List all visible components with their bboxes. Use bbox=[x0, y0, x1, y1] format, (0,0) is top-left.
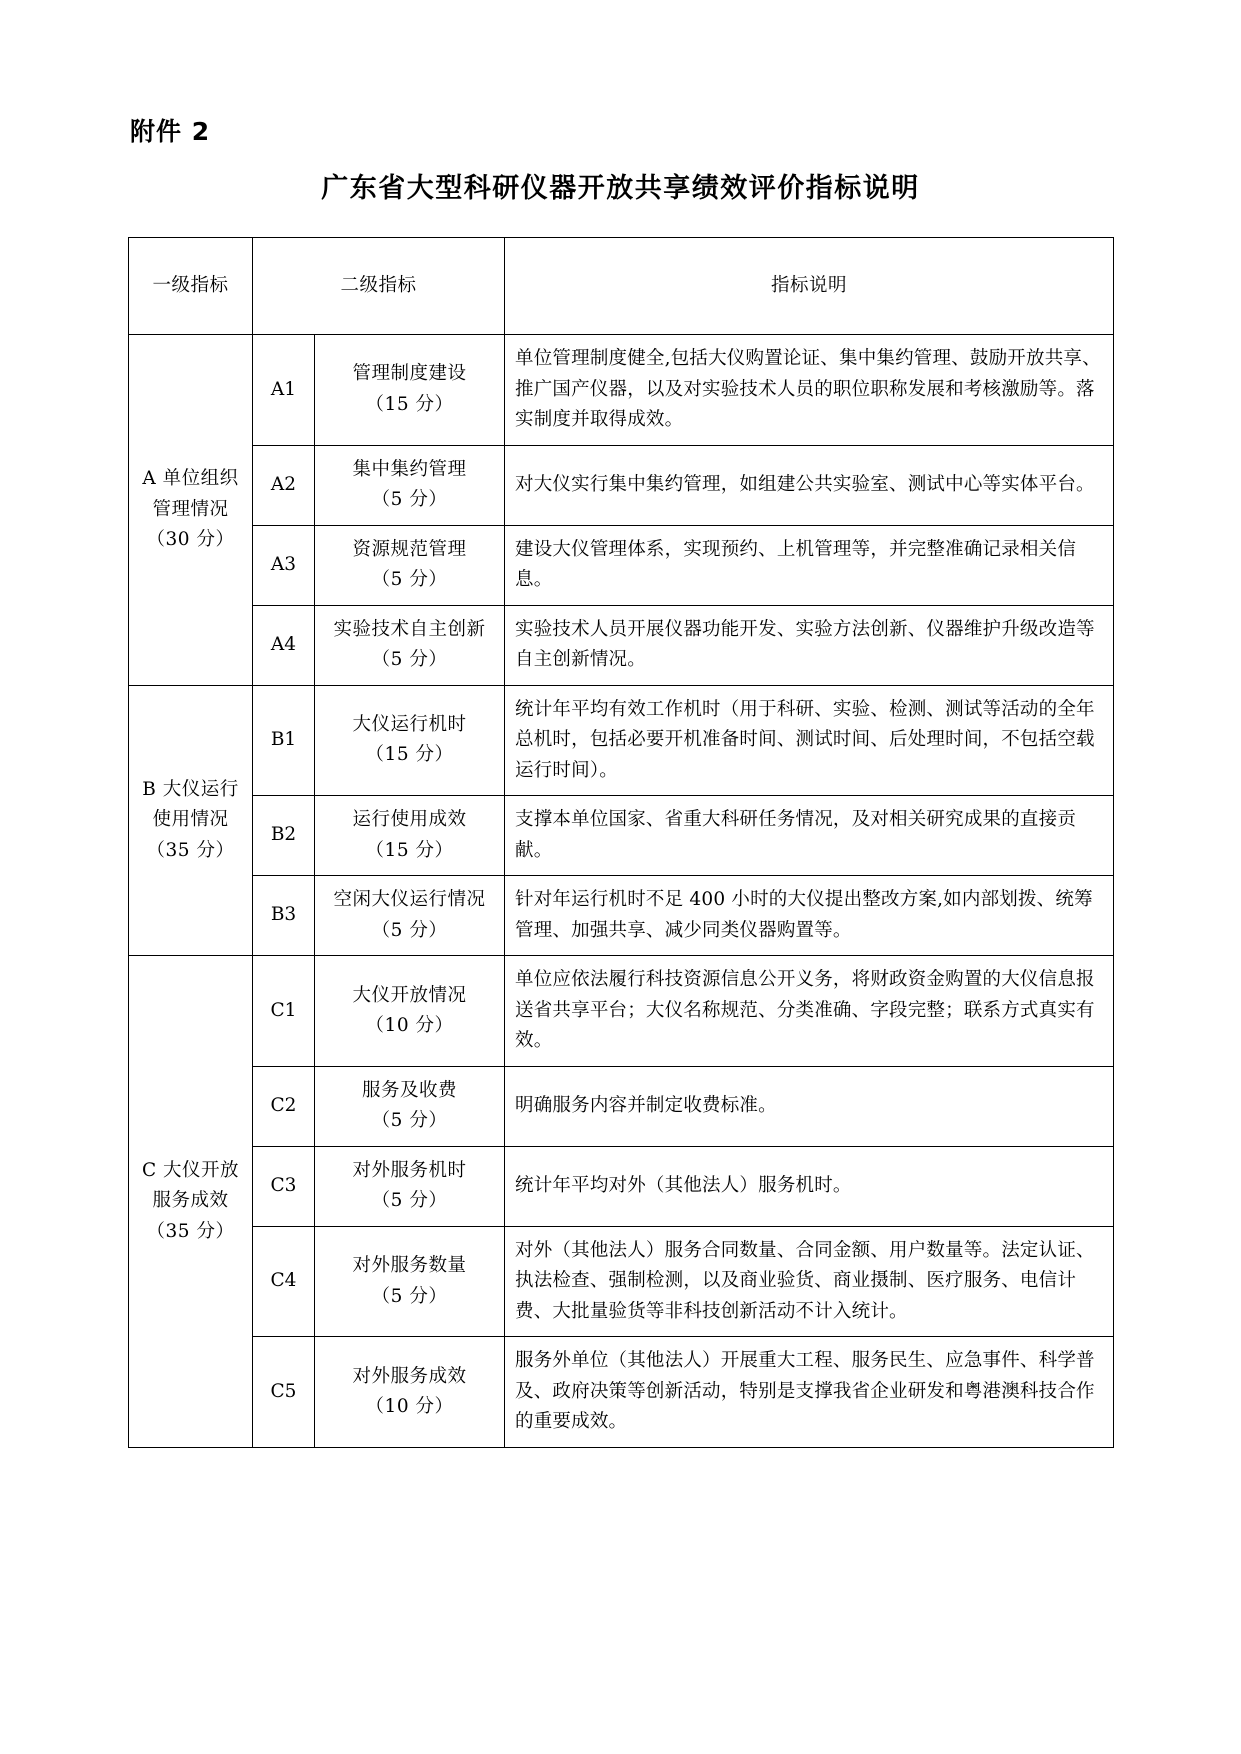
indicator-code-cell: C3 bbox=[253, 1146, 315, 1226]
page-title: 广东省大型科研仪器开放共享绩效评价指标说明 bbox=[321, 173, 920, 204]
level2-indicator-cell bbox=[315, 796, 505, 876]
indicator-description-cell: 单位应依法履行科技资源信息公开义务，将财政资金购置的大仪信息报送省共享平台；大仪名称规范、分类准确、字段完整；联系方式真实有效。 bbox=[505, 956, 1114, 1067]
indicator-code-cell: C2 bbox=[253, 1066, 315, 1146]
level1-indicator-line: C 大仪开放 bbox=[141, 1159, 240, 1181]
level2-indicator-line: （10 分） bbox=[365, 1396, 454, 1418]
indicator-description-cell: 针对年运行机时不足 400 小时的大仪提出整改方案,如内部划拨、统筹管理、加强共享、减少同类仪器购置等。 bbox=[505, 876, 1114, 956]
level2-indicator-cell bbox=[315, 605, 505, 685]
level1-indicator-cell bbox=[129, 956, 253, 1448]
level2-indicator-line: 对外服务机时 bbox=[352, 1159, 467, 1181]
level2-indicator-line: 对外服务数量 bbox=[352, 1255, 467, 1277]
table-row bbox=[129, 525, 1114, 605]
level2-indicator-line: 对外服务成效 bbox=[352, 1365, 467, 1387]
indicator-description-cell: 对大仪实行集中集约管理，如组建公共实验室、测试中心等实体平台。 bbox=[505, 445, 1114, 525]
level2-indicator-cell bbox=[315, 1226, 505, 1337]
level2-indicator-line: 服务及收费 bbox=[362, 1079, 458, 1101]
indicator-code-cell: A2 bbox=[253, 445, 315, 525]
column-header-level2: 二级指标 bbox=[253, 238, 505, 335]
indicator-code-cell: B1 bbox=[253, 685, 315, 796]
indicator-description-cell: 建设大仪管理体系，实现预约、上机管理等，并完整准确记录相关信息。 bbox=[505, 525, 1114, 605]
indicator-description-cell: 统计年平均有效工作机时（用于科研、实验、检测、测试等活动的全年总机时，包括必要开机准备时间、测试时间、后处理时间，不包括空载运行时间）。 bbox=[505, 685, 1114, 796]
indicator-description-cell: 支撑本单位国家、省重大科研任务情况，及对相关研究成果的直接贡献。 bbox=[505, 796, 1114, 876]
level1-indicator-line: （30 分） bbox=[146, 529, 235, 551]
column-header-level1: 一级指标 bbox=[129, 238, 253, 335]
level1-indicator-cell bbox=[129, 335, 253, 686]
table-row bbox=[129, 876, 1114, 956]
level2-indicator-line: （5 分） bbox=[371, 919, 448, 941]
indicator-code-cell: A4 bbox=[253, 605, 315, 685]
indicator-description-cell: 单位管理制度健全,包括大仪购置论证、集中集约管理、鼓励开放共享、推广国产仪器，以及对实验技术人员的职位职称发展和考核激励等。落实制度并取得成效。 bbox=[505, 335, 1114, 446]
level2-indicator-cell bbox=[315, 335, 505, 446]
table-row bbox=[129, 956, 1114, 1067]
indicator-description-cell: 明确服务内容并制定收费标准。 bbox=[505, 1066, 1114, 1146]
indicator-table bbox=[128, 237, 1114, 1448]
level2-indicator-cell bbox=[315, 445, 505, 525]
level2-indicator-line: （5 分） bbox=[371, 489, 448, 511]
level2-indicator-line: （5 分） bbox=[371, 649, 448, 671]
indicator-code-cell: B2 bbox=[253, 796, 315, 876]
table-body bbox=[129, 335, 1114, 1448]
indicator-description-cell: 服务外单位（其他法人）开展重大工程、服务民生、应急事件、科学普及、政府决策等创新活动，特别是支撑我省企业研发和粤港澳科技合作的重要成效。 bbox=[505, 1337, 1114, 1448]
level1-indicator-line: （35 分） bbox=[146, 839, 235, 861]
level2-indicator-line: （10 分） bbox=[365, 1015, 454, 1037]
level2-indicator-cell bbox=[315, 685, 505, 796]
level2-indicator-line: （5 分） bbox=[371, 1110, 448, 1132]
indicator-description-cell: 对外（其他法人）服务合同数量、合同金额、用户数量等。法定认证、执法检查、强制检测，以及商业验货、商业摄制、医疗服务、电信计费、大批量验货等非科技创新活动不计入统计。 bbox=[505, 1226, 1114, 1337]
level1-indicator-line: 管理情况 bbox=[152, 498, 229, 520]
level2-indicator-line: 大仪运行机时 bbox=[352, 713, 467, 735]
indicator-code-cell: B3 bbox=[253, 876, 315, 956]
table-row bbox=[129, 445, 1114, 525]
level1-indicator-cell bbox=[129, 685, 253, 956]
table-row bbox=[129, 1066, 1114, 1146]
table-header-row bbox=[129, 238, 1114, 335]
level1-indicator-line: （35 分） bbox=[146, 1220, 235, 1242]
level2-indicator-line: 空闲大仪运行情况 bbox=[333, 889, 486, 911]
indicator-description-cell: 实验技术人员开展仪器功能开发、实验方法创新、仪器维护升级改造等自主创新情况。 bbox=[505, 605, 1114, 685]
column-header-description: 指标说明 bbox=[505, 238, 1114, 335]
table-row bbox=[129, 1337, 1114, 1448]
table-row bbox=[129, 335, 1114, 446]
level2-indicator-line: 集中集约管理 bbox=[352, 458, 467, 480]
indicator-code-cell: A1 bbox=[253, 335, 315, 446]
level1-indicator-line: 服务成效 bbox=[152, 1190, 229, 1212]
level2-indicator-line: 大仪开放情况 bbox=[352, 984, 467, 1006]
indicator-code-cell: C4 bbox=[253, 1226, 315, 1337]
level1-indicator-line: A 单位组织 bbox=[142, 468, 239, 490]
table-row bbox=[129, 1226, 1114, 1337]
level2-indicator-cell bbox=[315, 1337, 505, 1448]
indicator-code-cell: A3 bbox=[253, 525, 315, 605]
level2-indicator-line: 运行使用成效 bbox=[352, 809, 467, 831]
table-row bbox=[129, 796, 1114, 876]
level2-indicator-line: （15 分） bbox=[365, 393, 454, 415]
level2-indicator-cell bbox=[315, 1066, 505, 1146]
level2-indicator-cell bbox=[315, 876, 505, 956]
level2-indicator-line: （5 分） bbox=[371, 1190, 448, 1212]
indicator-code-cell: C5 bbox=[253, 1337, 315, 1448]
level2-indicator-line: （15 分） bbox=[365, 744, 454, 766]
level2-indicator-line: 资源规范管理 bbox=[352, 538, 467, 560]
table-row bbox=[129, 685, 1114, 796]
level2-indicator-cell bbox=[315, 1146, 505, 1226]
level2-indicator-cell bbox=[315, 956, 505, 1067]
level1-indicator-line: 使用情况 bbox=[152, 809, 229, 831]
level2-indicator-line: （15 分） bbox=[365, 839, 454, 861]
level2-indicator-line: 管理制度建设 bbox=[352, 363, 467, 385]
level1-indicator-line: B 大仪运行 bbox=[142, 778, 239, 800]
table-row bbox=[129, 1146, 1114, 1226]
attachment-label: 附件 2 bbox=[130, 117, 211, 146]
indicator-description-cell: 统计年平均对外（其他法人）服务机时。 bbox=[505, 1146, 1114, 1226]
level2-indicator-line: （5 分） bbox=[371, 1285, 448, 1307]
table-row bbox=[129, 605, 1114, 685]
level2-indicator-line: 实验技术自主创新 bbox=[333, 618, 486, 640]
level2-indicator-line: （5 分） bbox=[371, 569, 448, 591]
level2-indicator-cell bbox=[315, 525, 505, 605]
indicator-code-cell: C1 bbox=[253, 956, 315, 1067]
